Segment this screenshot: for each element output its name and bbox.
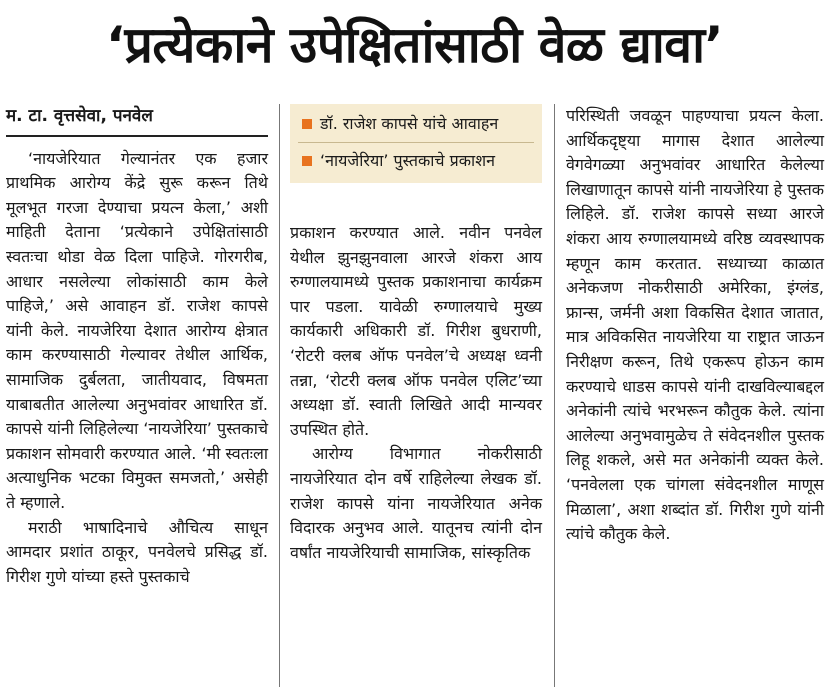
headline: ‘प्रत्येकाने उपेक्षितांसाठी वेळ द्यावा’ — [105, 16, 724, 74]
column-divider — [279, 104, 280, 687]
paragraph: प्रकाशन करण्यात आले. नवीन पनवेल येथील झुनझुनवाला आरजे शंकरा आय रुग्णालयामध्ये पुस्तक प्रकाशनाचा कार्यक्रम पार पडला. यावेळी रुग्णालयाचे मुख्य कार्यकारी अधिकारी डॉ. गिरीश बुधराणी, ‘रोटरी क्लब ऑफ पनवेल’चे अध्यक्ष ध्वनी तन्ना, ‘रोटरी क्लब ऑफ पनवेल एलिट’च्या अध्यक्षा डॉ. स्वाती लिखिते आदी मान्यवर उपस्थित होते. — [290, 223, 542, 439]
highlight-box — [290, 104, 542, 183]
highlight-text: ‘नायजेरिया’ पुस्तकाचे प्रकाशन — [320, 151, 495, 170]
article-column-2 — [290, 104, 542, 693]
paragraph: मराठी भाषादिनाचे औचित्य साधून आमदार प्रशांत ठाकूर, पनवेलचे प्रसिद्ध डॉ. गिरीश गुणे यांच्या हस्ते पुस्तकाचे — [6, 517, 268, 586]
article-column-1 — [6, 104, 268, 693]
paragraph: आरोग्य विभागात नोकरीसाठी नायजेरियात दोन वर्षे राहिलेल्या लेखक डॉ. राजेश कापसे यांना नायजेरियात अनेक विदारक अनुभव आले. यातूनच त्यांनी दोन वर्षांत नायजेरियाची सामाजिक, सांस्कृतिक — [290, 444, 542, 562]
square-bullet-icon — [302, 119, 312, 129]
byline-place: , पनवेल — [100, 106, 153, 126]
byline-agency: म. टा. वृत्तसेवा — [6, 106, 101, 126]
highlight-text: डॉ. राजेश कापसे यांचे आवाहन — [320, 114, 499, 133]
article-column-3 — [566, 104, 824, 693]
square-bullet-icon — [302, 156, 312, 166]
paragraph: परिस्थिती जवळून पाहण्याचा प्रयत्न केला. आर्थिकदृष्ट्या मागास देशात आलेल्या वेगवेगळ्या अनुभवांवर आधारित केलेल्या लिखाणातून कापसे यांनी नायजेरिया हे पुस्तक लिहिले. डॉ. राजेश कापसे सध्या आरजे शंकरा आय रुग्णालयामध्ये वरिष्ठ व्यवस्थापक म्हणून काम करतात. सध्याच्या काळात अनेकजण नोकरीसाठी अमेरिका, इंग्लंड, फ्रान्स, जर्मनी अशा विकसित देशात जातात, मात्र अविकसित नायजेरिया या राष्ट्रात जाऊन निरीक्षण करून, तिथे एकरूप होऊन काम करण्याचे धाडस कापसे यांनी दाखविल्याबद्दल अनेकांनी त्यांचे भरभरून कौतुक केले. त्यांना आलेल्या अनुभवामुळेच ते संवेदनशील पुस्तक लिहू शकले, असे मत अनेकांनी व्यक्त केले. ‘पनवेलला एक चांगला संवेदनशील माणूस मिळाला’, अशा शब्दांत डॉ. गिरीश गुणे यांनी त्यांचे कौतुक केले. — [566, 106, 824, 544]
byline — [6, 104, 268, 137]
highlight-item — [298, 142, 534, 173]
paragraph: ‘नायजेरियात गेल्यानंतर एक हजार प्राथमिक आरोग्य केंद्रे सुरू करून तिथे मूलभूत गरजा देण्याचा प्रयत्न केला,’ अशी माहिती देताना ‘प्रत्येकाने उपेक्षितांसाठी स्वतःचा थोडा वेळ दिला पाहिजे. गोरगरीब, आधार नसलेल्या लोकांसाठी काम केले पाहिजे,’ असे आवाहन डॉ. राजेश कापसे यांनी केले. नायजेरिया देशात आरोग्य क्षेत्रात काम करण्यासाठी गेल्यावर तेथील आर्थिक, सामाजिक दुर्बलता, जातीयवाद, विषमता याबाबतीत आलेल्या अनुभवांवर आधारित डॉ. कापसे यांनी लिहिलेल्या ‘नायजेरिया’ पुस्तकाचे प्रकाशन सोमवारी करण्यात आले. ‘मी स्वतःला अत्याधुनिक भटका विमुक्त समजतो,’ असेही ते म्हणाले. — [6, 148, 268, 512]
column-divider — [554, 104, 555, 687]
highlight-item — [298, 112, 534, 136]
